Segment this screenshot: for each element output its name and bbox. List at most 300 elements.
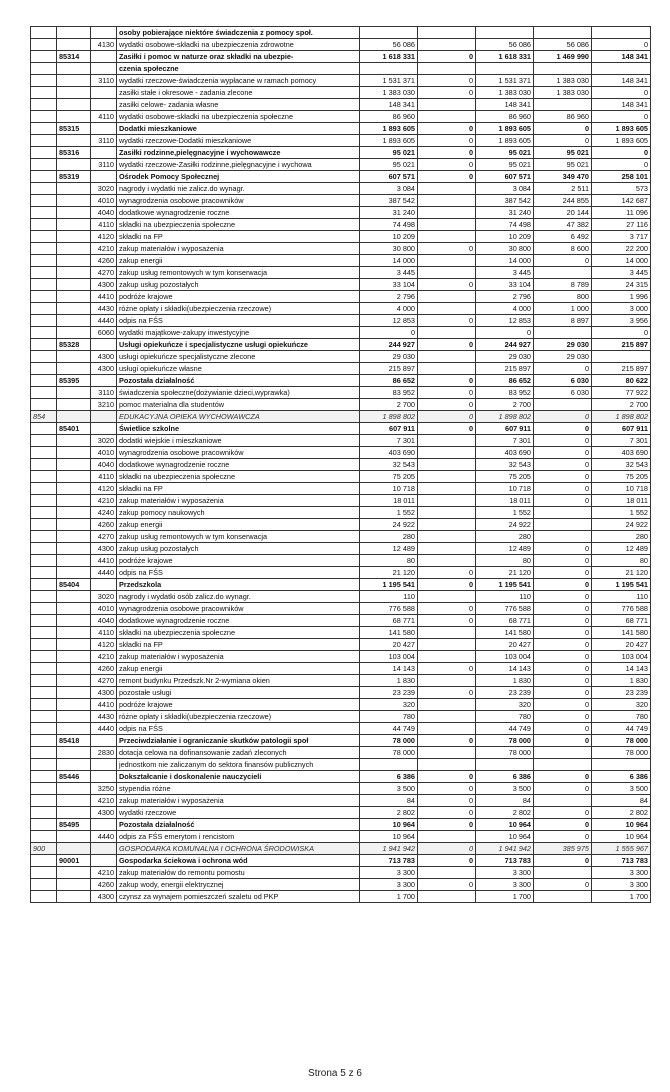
own-tasks-cell: 75 205 [592,471,651,483]
commissioned-cell: 29 030 [534,339,592,351]
dzial-cell [31,711,57,723]
dzial-cell [31,747,57,759]
dzial-cell [31,267,57,279]
dzial-cell [31,387,57,399]
commissioned-cell: 0 [534,471,592,483]
commissioned-cell: 0 [534,879,592,891]
commissioned-cell [534,267,592,279]
own-tasks-cell: 18 011 [592,495,651,507]
plan-after-cell: 403 690 [476,447,534,459]
table-row [31,243,651,255]
rozdzial-cell [57,39,91,51]
description-cell: wydatki rzeczowe [117,807,360,819]
own-tasks-cell: 11 096 [592,207,651,219]
plan-cell: 387 542 [360,195,418,207]
own-tasks-cell [592,351,651,363]
plan-after-cell: 31 240 [476,207,534,219]
table-row [31,891,651,903]
commissioned-cell: 0 [534,447,592,459]
plan-after-cell: 713 783 [476,855,534,867]
plan-after-cell: 78 000 [476,747,534,759]
own-tasks-cell: 403 690 [592,447,651,459]
plan-after-cell: 83 952 [476,387,534,399]
plan-cell: 403 690 [360,447,418,459]
dzial-cell [31,543,57,555]
paragraf-cell: 4300 [91,891,117,903]
own-tasks-cell: 22 200 [592,243,651,255]
description-cell: zakup materiałów i wyposażenia [117,651,360,663]
table-row [31,555,651,567]
dzial-cell [31,351,57,363]
commissioned-cell: 6 030 [534,375,592,387]
rozdzial-cell [57,291,91,303]
description-cell: składki na ubezpieczenia społeczne [117,627,360,639]
plan-after-cell: 2 796 [476,291,534,303]
plan-after-cell: 607 571 [476,171,534,183]
plan-after-cell: 3 500 [476,783,534,795]
description-cell: zakup energii [117,519,360,531]
change-cell [418,363,476,375]
change-cell [418,207,476,219]
plan-cell: 83 952 [360,387,418,399]
own-tasks-cell: 27 116 [592,219,651,231]
commissioned-cell: 0 [534,639,592,651]
rozdzial-cell [57,543,91,555]
commissioned-cell: 20 144 [534,207,592,219]
dzial-cell [31,795,57,807]
description-cell: wynagrodzenia osobowe pracowników [117,603,360,615]
rozdzial-cell [57,243,91,255]
plan-after-cell: 23 239 [476,687,534,699]
own-tasks-cell [592,759,651,771]
own-tasks-cell: 142 687 [592,195,651,207]
plan-after-cell: 1 893 605 [476,135,534,147]
dzial-cell [31,831,57,843]
table-row [31,855,651,867]
table-row [31,879,651,891]
description-cell: różne opłaty i składki(ubezpieczenia rzeczowe) [117,303,360,315]
own-tasks-cell: 1 893 605 [592,135,651,147]
plan-after-cell [476,27,534,39]
dzial-cell [31,687,57,699]
table-row [31,231,651,243]
own-tasks-cell: 7 301 [592,435,651,447]
plan-after-cell: 78 000 [476,735,534,747]
plan-cell: 607 911 [360,423,418,435]
plan-cell: 12 853 [360,315,418,327]
description-cell: Usługi opiekuńcze i specjalistyczne usługi opiekuńcze [117,339,360,351]
own-tasks-cell: 141 580 [592,627,651,639]
table-row [31,291,651,303]
description-cell: składki na FP [117,639,360,651]
paragraf-cell: 4040 [91,207,117,219]
plan-after-cell: 387 542 [476,195,534,207]
rozdzial-cell [57,27,91,39]
table-row [31,87,651,99]
plan-after-cell: 24 922 [476,519,534,531]
plan-cell: 1 195 541 [360,579,418,591]
rozdzial-cell [57,495,91,507]
dzial-cell [31,879,57,891]
plan-after-cell: 86 652 [476,375,534,387]
own-tasks-cell: 1 893 605 [592,123,651,135]
commissioned-cell: 2 511 [534,183,592,195]
plan-after-cell: 1 830 [476,675,534,687]
own-tasks-cell: 78 000 [592,735,651,747]
commissioned-cell: 0 [534,711,592,723]
dzial-cell [31,147,57,159]
own-tasks-cell: 1 195 541 [592,579,651,591]
table-row [31,63,651,75]
table-row [31,303,651,315]
plan-cell: 141 580 [360,627,418,639]
change-cell [418,507,476,519]
own-tasks-cell: 10 718 [592,483,651,495]
table-row [31,483,651,495]
plan-cell: 74 498 [360,219,418,231]
table-row [31,579,651,591]
own-tasks-cell: 14 000 [592,255,651,267]
description-cell: wynagrodzenia osobowe pracowników [117,447,360,459]
plan-cell: 12 489 [360,543,418,555]
plan-after-cell: 141 580 [476,627,534,639]
commissioned-cell [534,867,592,879]
description-cell: podróże krajowe [117,699,360,711]
table-row [31,123,651,135]
rozdzial-cell: 85401 [57,423,91,435]
paragraf-cell [91,339,117,351]
table-row [31,639,651,651]
rozdzial-cell [57,891,91,903]
change-cell [418,63,476,75]
plan-after-cell: 80 [476,555,534,567]
dzial-cell [31,579,57,591]
budget-table-body [31,27,651,903]
table-row [31,423,651,435]
dzial-cell [31,207,57,219]
dzial-cell [31,819,57,831]
commissioned-cell: 0 [534,603,592,615]
budget-table-sheet [30,26,650,903]
rozdzial-cell [57,603,91,615]
rozdzial-cell [57,867,91,879]
rozdzial-cell: 85404 [57,579,91,591]
description-cell: zakup materiałów i wyposażenia [117,243,360,255]
plan-cell [360,759,418,771]
description-cell: usługi opiekuńcze własne [117,363,360,375]
change-cell: 0 [418,159,476,171]
own-tasks-cell: 68 771 [592,615,651,627]
rozdzial-cell [57,807,91,819]
dzial-cell [31,159,57,171]
table-row [31,171,651,183]
paragraf-cell [91,771,117,783]
dzial-cell [31,303,57,315]
plan-after-cell: 29 030 [476,351,534,363]
table-row [31,159,651,171]
commissioned-cell: 0 [534,735,592,747]
change-cell [418,747,476,759]
table-row [31,39,651,51]
table-row [31,27,651,39]
plan-after-cell: 10 718 [476,483,534,495]
plan-cell: 2 802 [360,807,418,819]
commissioned-cell: 56 086 [534,39,592,51]
commissioned-cell [534,759,592,771]
commissioned-cell: 0 [534,771,592,783]
description-cell: Dodatki mieszkaniowe [117,123,360,135]
change-cell: 0 [418,567,476,579]
table-row [31,807,651,819]
page-number: Strona 5 z 6 [308,1068,362,1079]
rozdzial-cell [57,687,91,699]
dzial-cell [31,87,57,99]
plan-cell: 86 960 [360,111,418,123]
change-cell: 0 [418,663,476,675]
commissioned-cell: 8 600 [534,243,592,255]
rozdzial-cell [57,135,91,147]
plan-after-cell: 1 898 802 [476,411,534,423]
own-tasks-cell [592,27,651,39]
rozdzial-cell: 85395 [57,375,91,387]
table-row [31,591,651,603]
plan-cell: 320 [360,699,418,711]
rozdzial-cell [57,219,91,231]
description-cell: składki na ubezpieczenia społeczne [117,219,360,231]
dzial-cell [31,99,57,111]
table-row [31,783,651,795]
rozdzial-cell [57,315,91,327]
commissioned-cell: 0 [534,495,592,507]
rozdzial-cell: 85418 [57,735,91,747]
change-cell [418,255,476,267]
rozdzial-cell [57,267,91,279]
own-tasks-cell: 77 922 [592,387,651,399]
commissioned-cell: 8 897 [534,315,592,327]
plan-cell: 32 543 [360,459,418,471]
change-cell: 0 [418,315,476,327]
own-tasks-cell: 1 552 [592,507,651,519]
own-tasks-cell: 10 964 [592,819,651,831]
rozdzial-cell [57,399,91,411]
change-cell [418,435,476,447]
change-cell: 0 [418,123,476,135]
own-tasks-cell: 80 [592,555,651,567]
plan-cell: 14 000 [360,255,418,267]
plan-after-cell: 2 802 [476,807,534,819]
plan-after-cell: 7 301 [476,435,534,447]
change-cell: 0 [418,603,476,615]
own-tasks-cell: 6 386 [592,771,651,783]
plan-cell: 78 000 [360,735,418,747]
rozdzial-cell [57,651,91,663]
commissioned-cell: 29 030 [534,351,592,363]
plan-cell: 3 084 [360,183,418,195]
paragraf-cell: 6060 [91,327,117,339]
change-cell [418,651,476,663]
dzial-cell [31,639,57,651]
table-row [31,831,651,843]
table-row [31,687,651,699]
commissioned-cell: 0 [534,363,592,375]
budget-table [30,26,651,903]
plan-after-cell: 780 [476,711,534,723]
rozdzial-cell [57,783,91,795]
rozdzial-cell [57,183,91,195]
dzial-cell [31,423,57,435]
change-cell [418,27,476,39]
plan-cell [360,63,418,75]
change-cell: 0 [418,147,476,159]
paragraf-cell [91,63,117,75]
own-tasks-cell: 0 [592,147,651,159]
description-cell: osoby pobierające niektóre świadczenia z pomocy społ. [117,27,360,39]
paragraf-cell: 4110 [91,627,117,639]
description-cell: Zasiłki rodzinne,pielęgnacyjne i wychowawcze [117,147,360,159]
table-row [31,135,651,147]
paragraf-cell [91,759,117,771]
table-row [31,267,651,279]
plan-cell: 1 531 371 [360,75,418,87]
own-tasks-cell: 23 239 [592,687,651,699]
table-row [31,435,651,447]
description-cell: odpis na FŚS [117,723,360,735]
rozdzial-cell [57,63,91,75]
own-tasks-cell: 14 143 [592,663,651,675]
change-cell [418,759,476,771]
plan-after-cell: 1 893 605 [476,123,534,135]
rozdzial-cell [57,747,91,759]
plan-after-cell: 84 [476,795,534,807]
description-cell: Ośrodek Pomocy Społecznej [117,171,360,183]
rozdzial-cell [57,615,91,627]
paragraf-cell: 4300 [91,807,117,819]
paragraf-cell: 4440 [91,567,117,579]
commissioned-cell: 800 [534,291,592,303]
plan-cell: 68 771 [360,615,418,627]
dzial-cell [31,363,57,375]
table-row [31,147,651,159]
plan-cell: 2 700 [360,399,418,411]
description-cell: wydatki osobowe-składki na ubezpieczenia zdrowotne [117,39,360,51]
dzial-cell [31,27,57,39]
change-cell [418,483,476,495]
plan-cell: 713 783 [360,855,418,867]
paragraf-cell: 4130 [91,39,117,51]
rozdzial-cell [57,567,91,579]
dzial-cell [31,699,57,711]
plan-after-cell: 95 021 [476,159,534,171]
own-tasks-cell: 3 445 [592,267,651,279]
plan-after-cell: 56 086 [476,39,534,51]
plan-cell: 1 552 [360,507,418,519]
paragraf-cell: 4040 [91,615,117,627]
plan-after-cell: 6 386 [476,771,534,783]
paragraf-cell [91,411,117,423]
table-row [31,327,651,339]
rozdzial-cell: 85495 [57,819,91,831]
description-cell: zakup usług pozostałych [117,543,360,555]
commissioned-cell: 6 492 [534,231,592,243]
dzial-cell [31,435,57,447]
own-tasks-cell: 1 830 [592,675,651,687]
commissioned-cell [534,519,592,531]
commissioned-cell: 1 383 030 [534,87,592,99]
own-tasks-cell: 320 [592,699,651,711]
dzial-cell [31,483,57,495]
paragraf-cell: 4440 [91,723,117,735]
change-cell [418,831,476,843]
description-cell: remont budynku Przedszk.Nr 2-wymiana okien [117,675,360,687]
table-row [31,459,651,471]
change-cell: 0 [418,135,476,147]
rozdzial-cell [57,303,91,315]
table-row [31,399,651,411]
plan-after-cell: 86 960 [476,111,534,123]
table-row [31,255,651,267]
dzial-cell [31,663,57,675]
change-cell [418,303,476,315]
plan-cell: 1 941 942 [360,843,418,855]
rozdzial-cell [57,483,91,495]
own-tasks-cell: 0 [592,159,651,171]
change-cell: 0 [418,243,476,255]
plan-after-cell: 74 498 [476,219,534,231]
plan-cell: 1 893 605 [360,135,418,147]
commissioned-cell: 0 [534,615,592,627]
change-cell [418,675,476,687]
paragraf-cell [91,171,117,183]
commissioned-cell: 0 [534,543,592,555]
commissioned-cell: 0 [534,255,592,267]
commissioned-cell [534,747,592,759]
plan-after-cell: 12 489 [476,543,534,555]
change-cell: 0 [418,819,476,831]
table-row [31,51,651,63]
table-row [31,363,651,375]
rozdzial-cell [57,471,91,483]
description-cell: dodatkowe wynagrodzenie roczne [117,615,360,627]
table-row [31,627,651,639]
change-cell [418,459,476,471]
paragraf-cell [91,423,117,435]
paragraf-cell [91,579,117,591]
description-cell: Gospodarka ściekowa i ochrona wód [117,855,360,867]
table-row [31,615,651,627]
commissioned-cell: 0 [534,423,592,435]
dzial-cell [31,243,57,255]
paragraf-cell: 4300 [91,687,117,699]
rozdzial-cell [57,87,91,99]
plan-after-cell: 2 700 [476,399,534,411]
description-cell: nagrody i wydatki osób zalicz.do wynagr. [117,591,360,603]
plan-cell: 3 445 [360,267,418,279]
paragraf-cell: 4300 [91,543,117,555]
plan-after-cell [476,63,534,75]
paragraf-cell [91,855,117,867]
paragraf-cell: 4430 [91,303,117,315]
table-row [31,75,651,87]
table-row [31,543,651,555]
plan-after-cell: 10 964 [476,831,534,843]
own-tasks-cell: 780 [592,711,651,723]
rozdzial-cell [57,159,91,171]
table-row [31,447,651,459]
plan-after-cell: 18 011 [476,495,534,507]
description-cell: różne opłaty i składki(ubezpieczenia rzeczowe) [117,711,360,723]
table-row [31,747,651,759]
plan-after-cell: 12 853 [476,315,534,327]
